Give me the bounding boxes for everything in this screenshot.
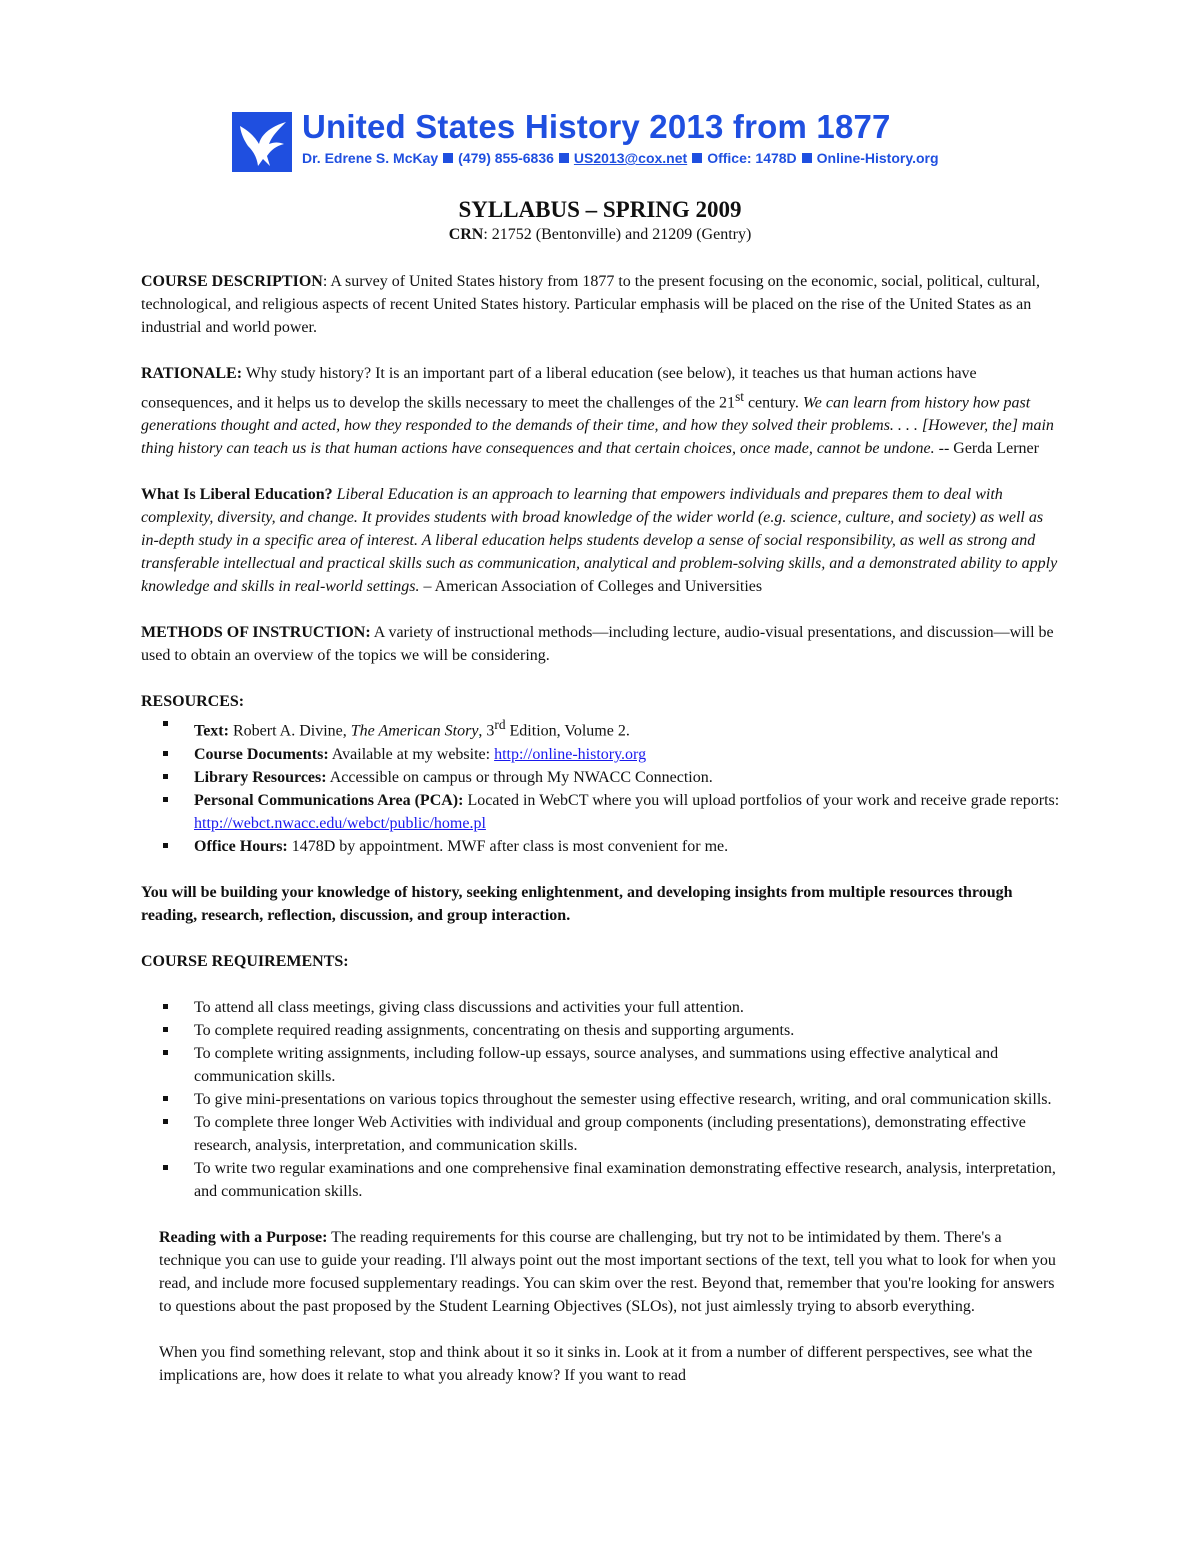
course-description bbox=[141, 270, 1061, 339]
website-link[interactable]: http://online-history.org bbox=[494, 745, 647, 763]
methods-text: A variety of instructional methods—including lecture, audio-visual presentations, and discussion—will be used to obtain an overview of the topics we will be considering. bbox=[141, 624, 1054, 665]
text-edition: , 3 bbox=[478, 722, 495, 740]
list-item bbox=[163, 743, 1061, 766]
phone-number: (479) 855-6836 bbox=[458, 150, 554, 166]
course-description-label: COURSE DESCRIPTION bbox=[141, 273, 323, 290]
liberal-education-quote: Liberal Education is an approach to learning that empowers individuals and prepares them to deal with complexity, diversity, and change. It provides students with broad knowledge of the wider world (e.g. science, culture, and society) as well as in-depth study in a specific area of interest. A liberal education helps students develop a sense of social responsibility, as well as strong and transferable intellectual and practical skills such as communication, analytical and problem-solving skills, and a demonstrated ability to apply knowledge and skills in real-world settings. bbox=[141, 486, 1058, 596]
website-name: Online-History.org bbox=[816, 150, 939, 166]
rationale-text2: century. bbox=[743, 394, 803, 412]
separator-square bbox=[559, 153, 569, 163]
syllabus-body bbox=[141, 270, 1061, 1387]
hours-text: 1478D by appointment. MWF after class is most convenient for me. bbox=[287, 837, 729, 855]
library-label: Library Resources: bbox=[194, 768, 327, 786]
docs-text: Available at my website: bbox=[328, 745, 495, 763]
pca-text: Located in WebCT where you will upload portfolios of your work and receive grade reports: bbox=[463, 791, 1060, 809]
list-item bbox=[163, 789, 1061, 835]
list-item: To write two regular examinations and one comprehensive final examination demonstrating effective research, analysis, interpretation, and communication skills. bbox=[163, 1157, 1061, 1203]
list-item: To attend all class meetings, giving class discussions and activities your full attention. bbox=[163, 996, 1061, 1019]
crn-value: : 21752 (Bentonville) and 21209 (Gentry) bbox=[483, 226, 752, 243]
list-item: To give mini-presentations on various topics throughout the semester using effective research, writing, and oral communication skills. bbox=[163, 1088, 1061, 1111]
resources-list bbox=[141, 713, 1061, 857]
list-item bbox=[163, 835, 1061, 858]
liberal-education-attribution: – American Association of Colleges and Universities bbox=[419, 578, 763, 596]
dove-icon bbox=[232, 112, 292, 172]
rationale bbox=[141, 362, 1061, 460]
requirements-section bbox=[141, 950, 1061, 1203]
rationale-text: Why study history? It is an important part of a liberal education (see below), it teaches us that human actions have consequences, and it helps us to develop the skills necessary to meet the challenges of the 21 bbox=[141, 365, 977, 412]
text-book-title: The American Story bbox=[350, 722, 479, 740]
docs-label: Course Documents: bbox=[194, 745, 329, 763]
separator-square bbox=[802, 153, 812, 163]
contact-line bbox=[302, 150, 939, 166]
list-item: To complete writing assignments, including follow-up essays, source analyses, and summations using effective analytical and communication skills. bbox=[163, 1042, 1061, 1088]
text-edition-sup: rd bbox=[494, 717, 506, 733]
library-text: Accessible on campus or through My NWACC Connection. bbox=[326, 768, 713, 786]
reading-with-purpose bbox=[141, 1226, 1061, 1318]
liberal-education-label: What Is Liberal Education? bbox=[141, 486, 333, 504]
pca-label: Personal Communications Area (PCA): bbox=[194, 791, 464, 809]
resources-section bbox=[141, 690, 1061, 857]
resources-heading: RESOURCES: bbox=[141, 693, 245, 711]
hours-label: Office Hours: bbox=[194, 837, 288, 855]
requirements-list bbox=[141, 996, 1061, 1203]
reading-label: Reading with a Purpose: bbox=[159, 1228, 328, 1246]
reading-continued: When you find something relevant, stop and think about it so it sinks in. Look at it from a number of different perspectives, see what the implications are, how does it relate to what you already know? If you want to read bbox=[159, 1343, 1033, 1384]
reading-text: The reading requirements for this course are challenging, but try not to be intimidated by them. There's a technique you can use to guide your reading. I'll always point out the most important sections of the text, tell you what to look for when you read, and include more focused supplementary readings. You can skim over the rest. Beyond that, remember that you're looking for answers to questions about the past proposed by the Student Learning Objectives (SLOs), not just aimlessly trying to absorb everything. bbox=[159, 1228, 1056, 1315]
office-location: Office: 1478D bbox=[707, 150, 797, 166]
email-link[interactable]: US2013@cox.net bbox=[573, 150, 688, 166]
rationale-quote: We can learn from history how past generations thought and acted, how they responded to the demands of their time, and how they solved their problems. . . . [However, the] main thing history can teach us is that human actions have consequences and that certain choices, once made, cannot be undone. bbox=[141, 394, 1054, 458]
course-title: United States History 2013 from 1877 bbox=[302, 108, 891, 145]
rationale-label: RATIONALE: bbox=[141, 365, 243, 382]
separator-square bbox=[692, 153, 702, 163]
knowledge-statement: You will be building your knowledge of history, seeking enlightenment, and developing insights from multiple resources through reading, research, reflection, discussion, and group interaction. bbox=[141, 883, 1013, 924]
liberal-education bbox=[141, 483, 1061, 598]
methods-label: METHODS OF INSTRUCTION: bbox=[141, 624, 371, 642]
list-item: To complete required reading assignments, concentrating on thesis and supporting arguments. bbox=[163, 1019, 1061, 1042]
methods-of-instruction bbox=[141, 621, 1061, 667]
rationale-sup: st bbox=[735, 389, 744, 404]
rationale-attribution: -- Gerda Lerner bbox=[934, 440, 1039, 458]
list-item bbox=[163, 713, 1061, 742]
text-edition-rest: Edition, Volume 2. bbox=[505, 722, 630, 740]
list-item bbox=[163, 766, 1061, 789]
separator-square bbox=[443, 153, 453, 163]
webct-link[interactable]: http://webct.nwacc.edu/webct/public/home.pl bbox=[194, 814, 486, 832]
text-label: Text: bbox=[194, 722, 229, 740]
instructor-name: Dr. Edrene S. McKay bbox=[302, 150, 439, 166]
course-description-text: : A survey of United States history from 1877 to the present focusing on the economic, social, political, cultural, technological, and religious aspects of recent United States history. Particular emphasis will be placed on the rise of the United States as an industrial and world power. bbox=[141, 273, 1040, 336]
list-item: To complete three longer Web Activities with individual and group components (including presentations), demonstrating effective research, analysis, interpretation, and communication skills. bbox=[163, 1111, 1061, 1157]
requirements-heading: COURSE REQUIREMENTS: bbox=[141, 952, 349, 970]
text-author: Robert A. Divine, bbox=[228, 722, 351, 740]
crn-line bbox=[0, 226, 1200, 244]
dove-logo-graphic bbox=[232, 112, 292, 172]
syllabus-title: SYLLABUS – SPRING 2009 bbox=[458, 197, 742, 222]
crn-label: CRN bbox=[448, 226, 484, 243]
